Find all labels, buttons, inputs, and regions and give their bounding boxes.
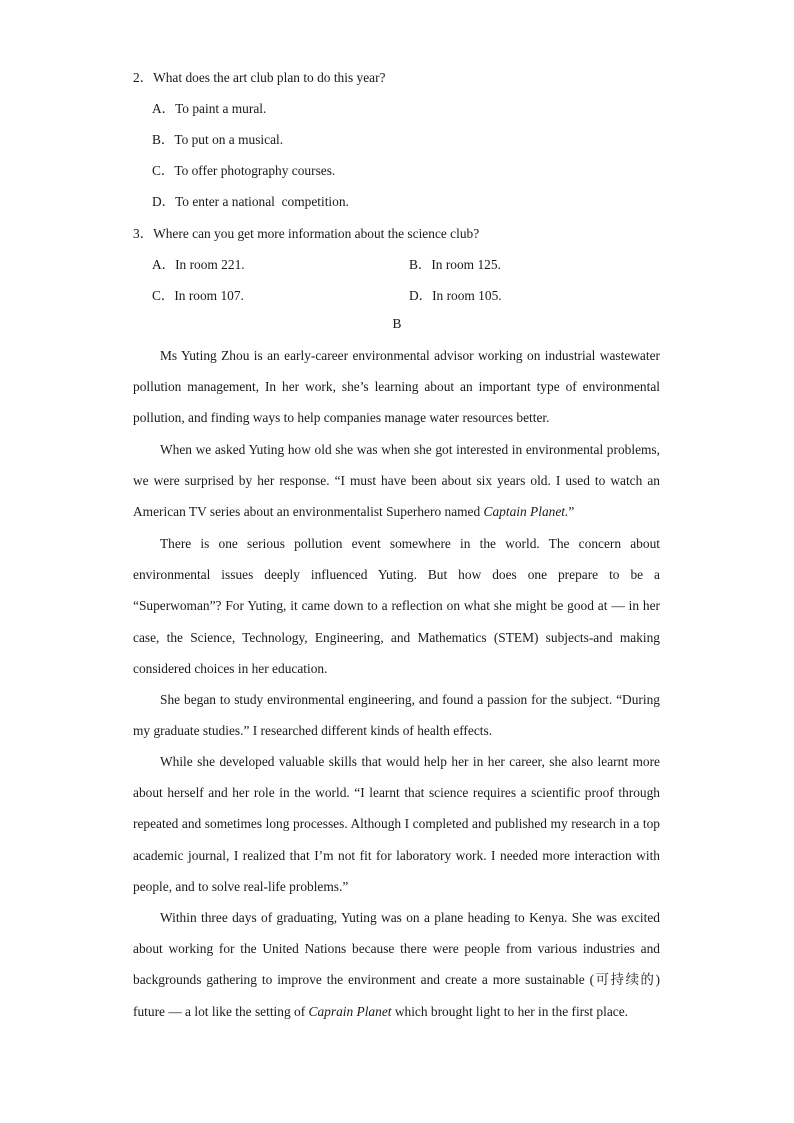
option-text: In room 125. [431, 257, 501, 272]
question-3-option-b [409, 254, 501, 273]
question-3-option-d [409, 285, 502, 304]
question-3 [133, 223, 479, 242]
question-2-option-a [152, 98, 266, 117]
show-title: Caprain Planet [308, 1003, 392, 1019]
question-3-option-a [152, 254, 245, 273]
closing-quote: ” [568, 504, 575, 520]
option-text: To put on a musical. [174, 132, 284, 147]
section-label: B [392, 316, 402, 331]
paragraph-text: She began to study environmental engineering, and found a passion for the subject. “During my graduate studies.” I researched different kinds of health effects. [133, 692, 660, 739]
paragraph-text: Within three days of graduating, Yuting was on a plane heading to Kenya. She was excited about working for the United Nations because there were people from various industries and backgrounds gathering to improve the environment and create a more sustainable (可持续的) future — a lot like the setting of [133, 910, 660, 1019]
question-3-number: 3． [133, 226, 154, 241]
question-2-number: 2． [133, 70, 154, 85]
question-2-option-b [152, 129, 283, 148]
question-2-option-c [152, 160, 335, 179]
paragraph-text: There is one serious pollution event somewhere in the world. The concern about environmental issues deeply influenced Yuting. But how does one prepare to be a “Superwoman”? For Yuting, it came down to a reflection on what she might be good at — in her case, the Science, Technology, Engineering, and Mathematics (STEM) subjects-and making considered choices in her education. [133, 536, 660, 676]
passage-paragraph-6 [133, 902, 660, 1027]
option-text: To offer photography courses. [174, 163, 336, 178]
passage-paragraph-3 [133, 528, 660, 684]
option-text: To enter a national competition. [175, 194, 349, 209]
option-letter: C． [152, 288, 175, 303]
option-text: In room 107. [174, 288, 244, 303]
option-text: To paint a mural. [175, 101, 267, 116]
option-text: In room 105. [432, 288, 502, 303]
question-2-text: What does the art club plan to do this year? [153, 70, 386, 85]
option-letter: C． [152, 163, 175, 178]
option-text: In room 221. [175, 257, 245, 272]
passage-paragraph-1 [133, 340, 660, 434]
paragraph-text: Ms Yuting Zhou is an early-career environmental advisor working on industrial wastewater pollution management, In her work, she’s learning about an important type of environmental pollution, and finding ways to help companies manage water resources better. [133, 348, 660, 426]
passage-paragraph-5 [133, 746, 660, 902]
paragraph-text-end: which brought light to her in the first place. [391, 1003, 628, 1019]
option-letter: A． [152, 257, 176, 272]
option-letter: A． [152, 101, 176, 116]
question-3-text: Where can you get more information about the science club? [153, 226, 480, 241]
question-3-option-c [152, 285, 244, 304]
paragraph-text: When we asked Yuting how old she was when she got interested in environmental problems, we were surprised by her response. “I must have been about six years old. I used to watch an American TV series about an environmentalist Superhero named [133, 442, 660, 520]
option-letter: D． [152, 194, 176, 209]
passage-paragraph-2 [133, 434, 660, 528]
option-letter: D． [409, 288, 433, 303]
question-2-option-d [152, 191, 349, 210]
paragraph-text: While she developed valuable skills that would help her in her career, she also learnt more about herself and her role in the world. “I learnt that science requires a scientific proof through repeated and sometimes long processes. Although I completed and published my research in a top academic journal, I realized that I’m not fit for laboratory work. I needed more interaction with people, and to solve real-life problems.” [133, 754, 660, 894]
show-title: Captain Planet. [483, 504, 569, 520]
option-letter: B． [409, 257, 432, 272]
option-letter: B． [152, 132, 175, 147]
passage-paragraph-4 [133, 684, 660, 746]
question-2 [133, 67, 386, 86]
